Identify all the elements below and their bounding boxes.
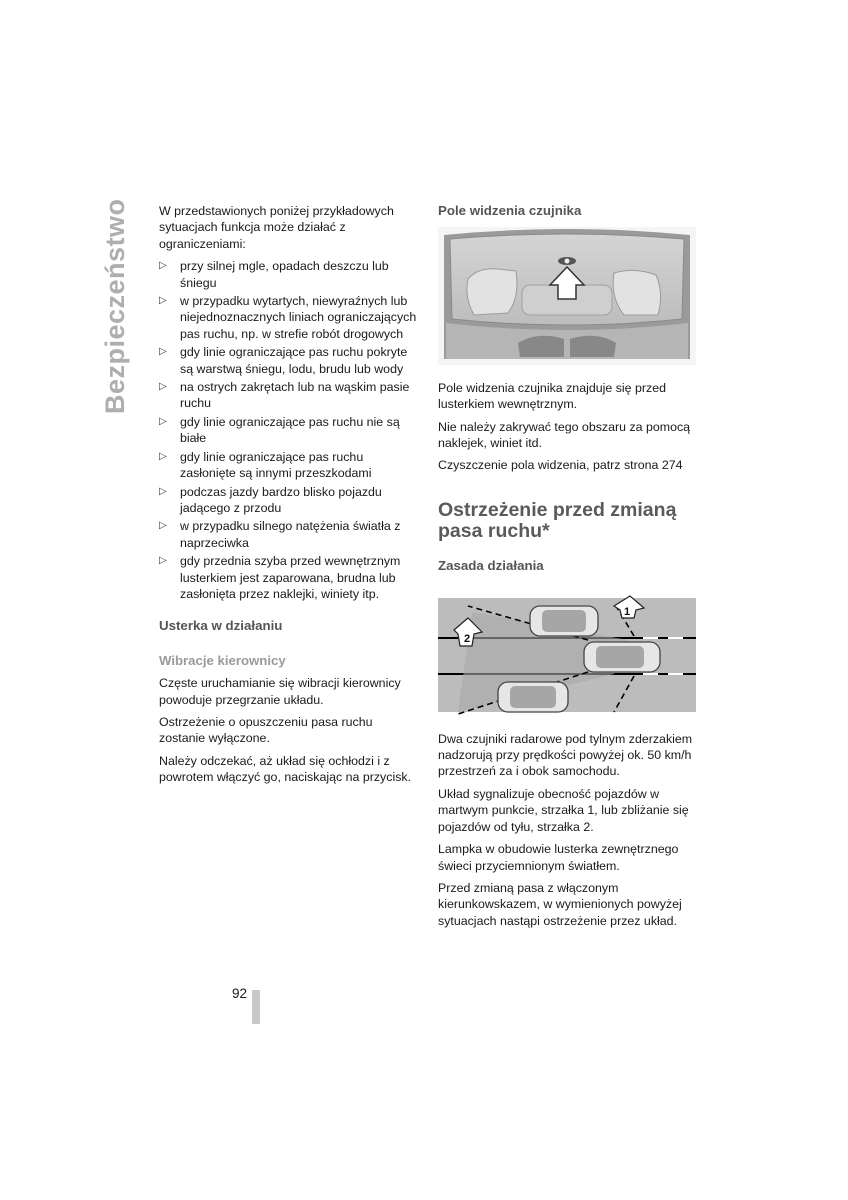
- camera-paragraph-3: Czyszczenie pola widzenia, patrz strona 274: [438, 458, 683, 473]
- car-blind-spot: [530, 606, 598, 636]
- right-column: [438, 203, 700, 935]
- list-item: ▷ podczas jazdy bardzo blisko pojazdu jadącego z przodu: [159, 484, 382, 515]
- principle-paragraph-2: Układ sygnalizuje obecność pojazdów w martwym punkcie, strzałka 1, lub zbliżanie się pojazdów od tyłu, strzałka 2.: [438, 786, 689, 834]
- bullet-triangle-icon: ▷: [159, 346, 167, 358]
- bullet-triangle-icon: ▷: [159, 555, 167, 567]
- bullet-triangle-icon: ▷: [159, 485, 167, 497]
- camera-paragraph-2: Nie należy zakrywać tego obszaru za pomocą naklejek, winiet itd.: [438, 419, 691, 451]
- bullet-triangle-icon: ▷: [159, 450, 167, 462]
- side-section-title-text: Bezpieczeństwo: [100, 198, 130, 414]
- principle-paragraph-3: Lampka w obudowie lusterka zewnętrznego świeci przyciemnionym światłem.: [438, 842, 679, 873]
- bullet-triangle-icon: ▷: [159, 415, 167, 427]
- list-item: ▷ w przypadku wytartych, niewyraźnych lub niejednoznacznych liniach ograniczających pas ruchu, np. w strefie robót drogowych: [159, 294, 417, 341]
- list-item: ▷ na ostrych zakrętach lub na wąskim pasie ruchu: [159, 380, 410, 411]
- principle-paragraph-1: Dwa czujniki radarowe pod tylnym zderzakiem nadzorują przy prędkości powyżej ok. 50 km/h przestrzeń za i obok samochodu.: [438, 731, 693, 779]
- bullet-triangle-icon: ▷: [159, 260, 167, 272]
- camera-field-heading: Pole widzenia czujnika: [438, 203, 582, 218]
- fault-paragraph-3: Należy odczekać, aż układ się ochłodzi i z powrotem włączyć go, naciskając na przycisk.: [159, 753, 412, 785]
- camera-paragraph-1: Pole widzenia czujnika znajduje się przed lusterkiem wewnętrznym.: [438, 380, 666, 412]
- intro-paragraph: W przedstawionych poniżej przykładowych sytuacjach funkcja może działać z ograniczeniami:: [159, 204, 394, 251]
- limitations-list: [159, 258, 421, 602]
- svg-text:1: 1: [624, 606, 631, 619]
- list-item: ▷ w przypadku silnego natężenia światła z naprzeciwka: [159, 519, 401, 550]
- principle-paragraph-4: Przed zmianą pasa z włączonym kierunkowskazem, w wymienionych powyżej sytuacjach nastąpi ostrzeżenie przez układ.: [438, 880, 682, 928]
- svg-text:2: 2: [464, 633, 471, 646]
- lane-change-illustration: [438, 588, 696, 716]
- list-item: ▷ gdy linie ograniczające pas ruchu zasłonięte są innymi przeszkodami: [159, 449, 372, 481]
- bullet-triangle-icon: ▷: [159, 520, 167, 532]
- fault-paragraph-1: Częste uruchamianie się wibracji kierownicy powoduje przegrzanie układu.: [159, 676, 401, 707]
- vibration-heading: Wibracje kierownicy: [159, 652, 286, 668]
- section-title: Ostrzeżenie przed zmianą pasa ruchu*: [438, 498, 677, 542]
- car-own: [584, 642, 660, 672]
- lane-change-figure: [438, 588, 700, 720]
- windshield-sensor-figure: [438, 227, 700, 369]
- fault-paragraph-2: Ostrzeżenie o opuszczeniu pasa ruchu zostanie wyłączone.: [159, 714, 373, 746]
- list-item: ▷ gdy linie ograniczające pas ruchu nie są białe: [159, 414, 400, 446]
- list-item: ▷ gdy linie ograniczające pas ruchu pokryte są warstwą śniegu, lodu, brudu lub wody: [159, 345, 408, 376]
- principle-heading: Zasada działania: [438, 557, 544, 573]
- page-marker-bar: [252, 990, 260, 1024]
- list-item: ▷ przy silnej mgle, opadach deszczu lub śniegu: [159, 259, 389, 290]
- page-number: 92: [232, 986, 248, 1001]
- list-item: ▷ gdy przednia szyba przed wewnętrznym lusterkiem jest zaparowana, brudna lub zasłonięta przez naklejki, winiety itp.: [159, 554, 401, 601]
- fault-heading: Usterka w działaniu: [159, 618, 283, 634]
- left-column: [159, 203, 421, 792]
- car-approaching: [498, 682, 568, 712]
- windshield-illustration: [438, 227, 696, 365]
- bullet-triangle-icon: ▷: [159, 381, 167, 393]
- bullet-triangle-icon: ▷: [159, 295, 167, 307]
